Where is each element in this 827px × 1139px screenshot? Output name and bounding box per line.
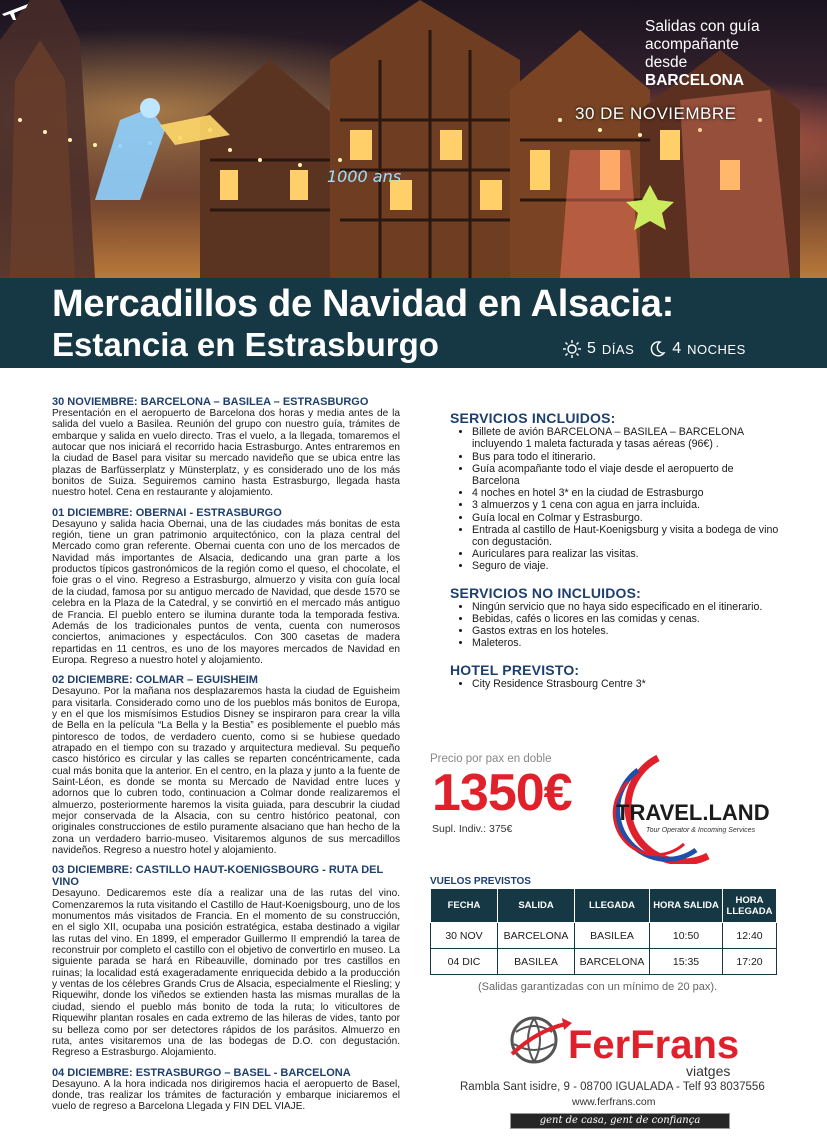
flights-note: (Salidas garantizadas con un mínimo de 20 pax). — [478, 981, 718, 993]
list-item: • Ningún servicio que no haya sido especificado en el itinerario. — [472, 601, 780, 613]
table-cell: 17:20 — [723, 949, 777, 975]
list-item: • Maleteros. — [472, 637, 780, 649]
table-header-row — [431, 889, 777, 923]
services-not-included-list — [450, 601, 780, 650]
itinerary-day-2 — [52, 507, 400, 666]
services-included-list — [450, 426, 780, 572]
list-item: • 4 noches en hotel 3* en la ciudad de Estrasburgo — [472, 487, 780, 499]
table-cell: 12:40 — [723, 923, 777, 949]
departure-date: 30 DE NOVIEMBRE — [575, 104, 737, 123]
day-title: 02 DICIEMBRE: COLMAR – EGUISHEIM — [52, 674, 258, 687]
agency-address: Rambla Sant isidre, 9 - 08700 IGUALADA - Telf 93 8037556 — [460, 1081, 765, 1093]
list-item: • Guía acompañante todo el viaje desde el aeropuerto de Barcelona — [472, 463, 780, 487]
hotel-title: HOTEL PREVISTO: — [450, 661, 580, 678]
hero-image — [0, 0, 827, 278]
itinerary-day-4 — [52, 864, 400, 1058]
day-title: 03 DICIEMBRE: CASTILLO HAUT-KOENIGSBOURG - RUTA DEL VINO — [52, 864, 384, 889]
airplane-icon — [0, 0, 30, 22]
services-included-title: SERVICIOS INCLUIDOS: — [450, 410, 616, 426]
list-item: • Bus para todo el itinerario. — [472, 451, 780, 463]
flights-title: VUELOS PREVISTOS — [430, 876, 531, 887]
list-item: • City Residence Strasbourg Centre 3* — [472, 678, 780, 690]
table-row — [431, 923, 777, 949]
list-item: • Guía local en Colmar y Estrasburgo. — [472, 512, 780, 524]
column-header: FECHA — [431, 889, 498, 923]
column-header: HORA LLEGADA — [723, 889, 777, 923]
itinerary-day-3 — [52, 674, 400, 856]
day-title: 04 DICIEMBRE: ESTRASBURGO – BASEL - BARCELONA — [52, 1066, 351, 1079]
services-column — [450, 412, 780, 704]
hotel-list — [450, 678, 780, 690]
ferfrans-name: FerFrans — [568, 1023, 740, 1067]
departure-line-3: desde — [645, 54, 688, 71]
departure-line-1: Salidas con guía — [645, 18, 760, 35]
column-header: SALIDA — [498, 889, 575, 923]
single-supplement: Supl. Indiv.: 375€ — [432, 823, 513, 835]
travelland-name: TRAVEL.LAND — [616, 800, 770, 825]
page-title: Mercadillos de Navidad en Alsacia: — [52, 283, 674, 325]
list-item: • Seguro de viaje. — [472, 560, 780, 572]
column-header: HORA SALIDA — [650, 889, 723, 923]
day-text: Desayuno. Dedicaremos este día a realizar una de las rutas del vino. Comenzaremos la ruta visitando el Castillo de Haut-Koenigsbourg, uno de los monumentos más visitados de Francia. En el momento de su construcción, en el siglo XII, ocupaba una posición estratégica, estaba destinado a vigilar las rutas del vino. En 1899, el emperador Guillermo II emprendió la tarea de reconstruir por completo el castillo con el objetivo de convertirlo en museo. La siguiente parada se hará en Ribeauville, dominado por tres castillos en ruinas; la localidad está exageradamente enriquecida debido a la producción y ventas de los célebres Grands Crus de Alsacia, especialmente el Riesling; y Riquewihr, donde los viñedos se extienden hasta las mismas murallas de la ciudad, siendo el pueblo más bonito de toda la ruta; lo viticultores de Riquewihr plantan rosales en cada extremo de las hileras de vides, tanto por su belleza como por ser detectores rápidos de los parásitos. Almuerzo en ruta, antes visitaremos una de las bodegas de D.O. con degustación. Regreso a Estrasburgo. Alojamiento. — [52, 888, 400, 1059]
list-item: • Auriculares para realizar las visitas. — [472, 548, 780, 560]
flights-table — [430, 888, 777, 975]
day-text: Desayuno. A la hora indicada nos dirigiremos hacia el aeropuerto de Basel, donde, tras realizar los trámites de facturación y embarque iniciaremos el vuelo de regreso a Barcelona Llegada y FIN DEL VIAJE. — [52, 1078, 400, 1113]
list-item: • 3 almuerzos y 1 cena con agua en jarra incluida. — [472, 499, 780, 511]
column-header: LLEGADA — [575, 889, 650, 923]
nights-count: 4 — [672, 340, 682, 357]
days-label: DÍAS — [601, 341, 635, 357]
sign-text: 1000 ans — [327, 167, 402, 186]
table-cell: BARCELONA — [575, 949, 650, 975]
days-count: 5 — [587, 340, 596, 357]
table-row — [431, 949, 777, 975]
day-text: Desayuno y salida hacia Obernai, una de las ciudades más bonitas de esta región, tiene un gran patrimonio arquitectónico, con la plaza central del Mercado como gran referente. Obernai cuenta con uno de los mercados de Navidad más importantes de Alsacia, dedicando una gran parte a los productos típicos gastronómicos de la región como el queso, el chocolate, el foie gras o el vino. Regreso a Estrasburgo, almuerzo y visita con guía local de la ciudad, famosa por su antiguo mercado de Navidad, que desde 1570 se celebra en la Plaza de la Catedral, y se convirtió en el mercado más antiguo de Francia. El pueblo entero se ilumina durante toda la temporada festiva. Además de los tradicionales puntos de venta, cuenta con numerosos conciertos, animaciones y espectáculos. Con 300 casetas de madera repartidas en 11 centros, es uno de los mayores mercados de Navidad en Europa. Regreso a nuestro hotel y alojamiento. — [52, 518, 400, 666]
page-subtitle: Estancia en Estrasburgo — [52, 326, 439, 363]
itinerary-day-5 — [52, 1067, 400, 1113]
duration — [563, 340, 746, 358]
departure-line-2: acompañante — [645, 36, 739, 53]
agency-website: www.ferfrans.com — [572, 1096, 656, 1108]
table-cell: 10:50 — [650, 923, 723, 949]
travelland-logo — [598, 752, 790, 864]
day-title: 01 DICIEMBRE: OBERNAI - ESTRASBURGO — [52, 506, 282, 519]
table-cell: BARCELONA — [498, 923, 575, 949]
list-item: • Entrada al castillo de Haut-Koenigsburg y visita a bodega de vino con degustación. — [472, 524, 780, 548]
table-cell: BASILEA — [575, 923, 650, 949]
moon-icon — [648, 340, 666, 358]
departure-city: BARCELONA — [645, 72, 745, 89]
nights-label: NOCHES — [687, 341, 746, 357]
table-cell: 15:35 — [650, 949, 723, 975]
list-item: • Gastos extras en los hoteles. — [472, 625, 780, 637]
itinerary — [52, 396, 400, 1121]
price-value: 1350€ — [432, 764, 572, 822]
price-label: Precio por pax en doble — [430, 753, 552, 765]
day-title: 30 NOVIEMBRE: BARCELONA – BASILEA – ESTRASBURGO — [52, 396, 369, 408]
sun-icon — [563, 340, 581, 358]
ferfrans-logo — [508, 1010, 768, 1080]
day-text: Presentación en el aeropuerto de Barcelona dos horas y media antes de la salida del vuelo a Basilea. Reunión del grupo con nuestro guía, trámites de embarque y salida en vuelo directo. Tras el vuelo, a la llegada, tomaremos el autocar que nos iniciará el recorrido hacia Estrasburgo. Antes entraremos en la ciudad de Basel para visitar su mercado navideño que se ubica entre las plazas de Barfüsserplatz y Münsterplatz, y es considerado uno de los más bonitos de Suiza. Seguiremos camino hasta Estrasburgo, llegada hasta nuestro hotel. Cena en restaurante y alojamiento. — [52, 408, 400, 499]
list-item: • Billete de avión BARCELONA – BASILEA – BARCELONA incluyendo 1 maleta facturada y tasas aéreas (96€) . — [472, 426, 780, 450]
day-text: Desayuno. Por la mañana nos desplazaremos hasta la ciudad de Eguisheim para visitarla. Considerado como uno de los pueblos más bonitos de Europa, y en el que los mismísimos Estudios Disney se inspiraron para crear la villa de Bella en la película “La Bella y la Bestia” es posiblemente el pueblo más pintoresco de todos, de verdadero cuento, como si se hubiese quedado atrapado en el tiempo con su trazado y arquitectura medieval. Su pequeño casco histórico es circular y las calles se reparten concéntricamente, cada cual más bonita que la anterior. En el centro, en la plaza y junto a la fuente de Saint-Léon, es donde se monta su Mercado de Navidad entre luces y adornos que lo cubren todo, continuacion a Colmar donde realizaremos el almuerzo, posteriormente haremos la visita guiada, para descubrir la ciudad mejor conservada de la Alsacia, con su centro histórico peatonal, con originales construcciones de estilo puramente alsaciano que han hecho de la zona un verdadero barrio-museo. Visitaremos algunos de sus mercadillos navideños. Regreso a nuestro hotel y alojamiento. — [52, 686, 400, 857]
departure-info — [645, 18, 760, 90]
itinerary-day-1 — [52, 396, 400, 499]
table-cell: BASILEA — [498, 949, 575, 975]
table-cell: 04 DIC — [431, 949, 498, 975]
table-cell: 30 NOV — [431, 923, 498, 949]
list-item: • Bebidas, cafés o licores en las comidas y cenas. — [472, 613, 780, 625]
travelland-tagline: Tour Operator & Incoming Services — [646, 827, 756, 834]
services-not-included-title: SERVICIOS NO INCLUIDOS: — [450, 584, 642, 601]
ferfrans-sub: viatges — [686, 1063, 731, 1079]
agency-slogan: gent de casa, gent de confiança — [510, 1113, 730, 1129]
